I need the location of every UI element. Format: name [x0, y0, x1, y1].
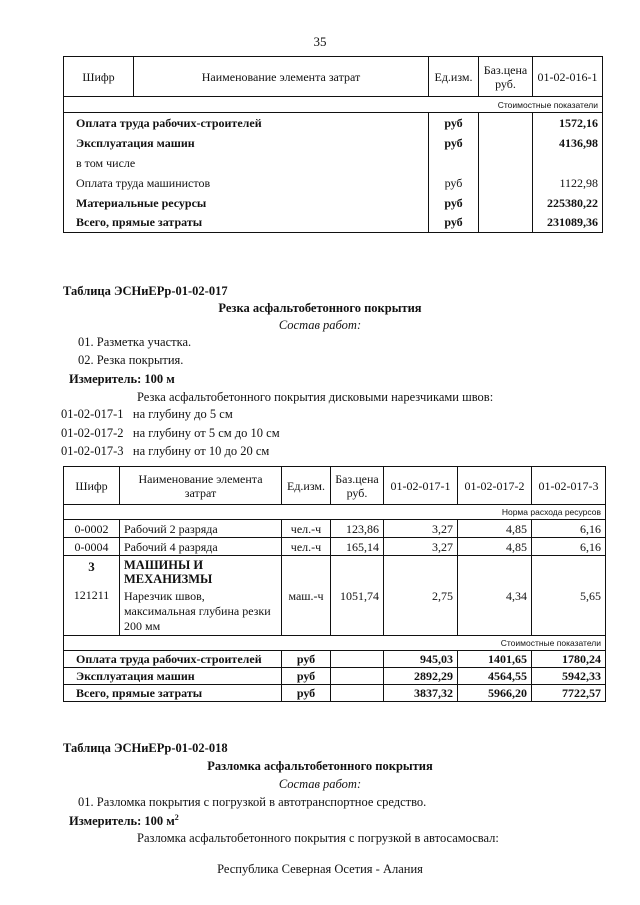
total-value-3: 7722,57: [532, 685, 606, 702]
item-text: на глубину до 5 см: [132, 407, 233, 421]
header-code: Шифр: [64, 57, 134, 97]
row-code: 0-0002: [64, 520, 120, 538]
row-value: 4136,98: [533, 133, 603, 153]
table-title: Таблица ЭСНиЕРр-01-02-018: [63, 741, 228, 755]
total-unit: руб: [282, 651, 331, 668]
row-name: Рабочий 2 разряда: [120, 520, 282, 538]
header-unit: Ед.изм.: [282, 467, 331, 505]
meter-superscript: 2: [174, 813, 179, 822]
machine-names: [120, 556, 282, 636]
work-step: 01. Разметка участка.: [78, 335, 192, 349]
machine-price: 1051,74: [331, 556, 384, 636]
cost-table-01-02-016: [63, 56, 603, 233]
total-name: Всего, прямые затраты: [64, 685, 282, 702]
item-text: на глубину от 10 до 20 см: [132, 444, 270, 458]
total-unit: руб: [282, 685, 331, 702]
row-value-3: 6,16: [532, 520, 606, 538]
norm-label: Норма расхода ресурсов: [64, 505, 606, 520]
row-unit: чел.-ч: [282, 538, 331, 556]
total-name: Эксплуатация машин: [64, 668, 282, 685]
total-value-2: 1401,65: [458, 651, 532, 668]
machine-unit: маш.-ч: [282, 556, 331, 636]
meter-label: [69, 813, 179, 829]
section-description: Резка асфальтобетонного покрытия дисковыми нарезчиками швов:: [137, 390, 494, 404]
header-price: Баз.цена руб.: [479, 57, 533, 97]
section-description: Разломка асфальтобетонного покрытия с погрузкой в автосамосвал:: [137, 831, 499, 845]
meter-label: Измеритель: 100 м: [69, 372, 175, 386]
row-value-2: 4,85: [458, 538, 532, 556]
header-code-col: 01-02-016-1: [533, 57, 603, 97]
row-value: 231089,36: [533, 213, 603, 233]
item-row: [61, 444, 269, 459]
group-code: 3: [88, 559, 95, 574]
total-value-3: 5942,33: [532, 668, 606, 685]
header-col-3: 01-02-017-3: [532, 467, 606, 505]
header-unit: Ед.изм.: [429, 57, 479, 97]
row-unit: чел.-ч: [282, 520, 331, 538]
total-value-1: 2892,29: [384, 668, 458, 685]
row-price: 165,14: [331, 538, 384, 556]
header-name: Наименование элемента затрат: [134, 57, 429, 97]
item-row: [61, 426, 280, 441]
total-value-2: 5966,20: [458, 685, 532, 702]
work-step: 01. Разломка покрытия с погрузкой в автотранспортное средство.: [78, 795, 427, 809]
item-code: 01-02-017-3: [61, 444, 124, 458]
section-subtitle: Резка асфальтобетонного покрытия: [218, 301, 422, 315]
item-code: 01-02-017-1: [61, 407, 124, 421]
row-unit: руб: [429, 193, 479, 213]
row-name: Оплата труда рабочих-строителей: [64, 113, 429, 133]
work-step: 02. Резка покрытия.: [78, 353, 184, 367]
row-name: Материальные ресурсы: [64, 193, 429, 213]
row-value-1: 3,27: [384, 538, 458, 556]
item-code: 01-02-017-2: [61, 426, 124, 440]
row-code: 0-0004: [64, 538, 120, 556]
item-text: на глубину от 5 см до 10 см: [132, 426, 280, 440]
row-name: Всего, прямые затраты: [64, 213, 429, 233]
row-name: Оплата труда машинистов: [64, 173, 429, 193]
row-value: 1122,98: [533, 173, 603, 193]
machine-value-3: 5,65: [532, 556, 606, 636]
resource-table-01-02-017: [63, 466, 606, 702]
row-value-3: 6,16: [532, 538, 606, 556]
row-value-1: 3,27: [384, 520, 458, 538]
section-label: Стоимостные показатели: [64, 97, 603, 113]
page-footer: Республика Северная Осетия - Алания: [217, 862, 423, 876]
machine-value-1: 2,75: [384, 556, 458, 636]
machine-name: Нарезчик швов, максимальная глубина резки 200 мм: [124, 589, 271, 633]
section-subtitle: Разломка асфальтобетонного покрытия: [207, 759, 433, 773]
machine-value-2: 4,34: [458, 556, 532, 636]
row-unit: руб: [429, 173, 479, 193]
page-number: 35: [313, 34, 327, 49]
row-unit: руб: [429, 213, 479, 233]
row-name: Рабочий 4 разряда: [120, 538, 282, 556]
total-value-1: 945,03: [384, 651, 458, 668]
row-name: Эксплуатация машин: [64, 133, 429, 153]
item-row: [61, 407, 233, 422]
total-value-1: 3837,32: [384, 685, 458, 702]
row-value: 1572,16: [533, 113, 603, 133]
table-title: Таблица ЭСНиЕРр-01-02-017: [63, 284, 228, 298]
composition-label: Состав работ:: [278, 777, 362, 791]
machine-code: 121211: [73, 588, 110, 602]
header-col-2: 01-02-017-2: [458, 467, 532, 505]
row-price: 123,86: [331, 520, 384, 538]
row-value: 225380,22: [533, 193, 603, 213]
group-name: МАШИНЫ И МЕХАНИЗМЫ: [124, 558, 213, 586]
row-unit: руб: [429, 113, 479, 133]
header-price: Баз.цена руб.: [331, 467, 384, 505]
row-unit: руб: [429, 133, 479, 153]
total-value-3: 1780,24: [532, 651, 606, 668]
cost-label: Стоимостные показатели: [64, 636, 606, 651]
total-unit: руб: [282, 668, 331, 685]
machine-codes: [64, 556, 120, 636]
header-code: Шифр: [64, 467, 120, 505]
meter-text: Измеритель: 100 м: [69, 814, 175, 829]
header-name: Наименование элемента затрат: [120, 467, 282, 505]
row-name: в том числе: [64, 153, 429, 173]
row-value-2: 4,85: [458, 520, 532, 538]
total-name: Оплата труда рабочих-строителей: [64, 651, 282, 668]
header-col-1: 01-02-017-1: [384, 467, 458, 505]
composition-label: Состав работ:: [278, 318, 362, 332]
total-value-2: 4564,55: [458, 668, 532, 685]
